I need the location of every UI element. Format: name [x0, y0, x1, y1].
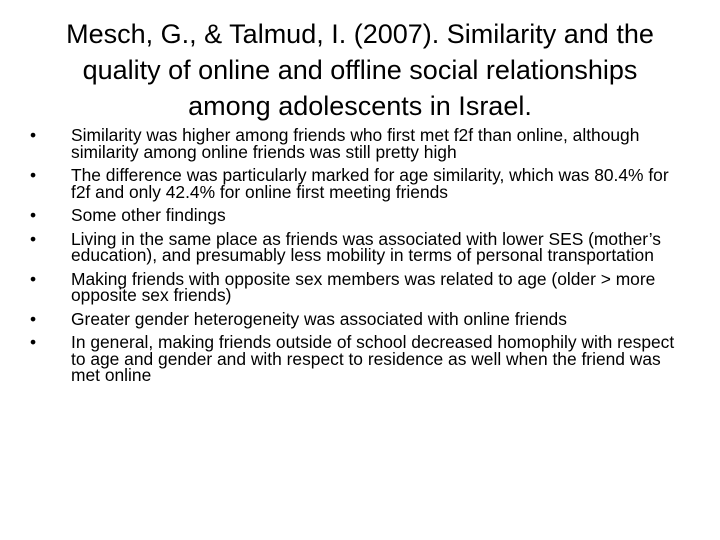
bullet-dot-icon: • — [30, 228, 37, 249]
bullet-item — [30, 334, 690, 384]
title-line: Mesch, G., & Talmud, I. (2007). Similarity and the — [66, 19, 654, 49]
bullet-item — [30, 228, 690, 265]
bullet-text: Some other findings — [71, 205, 226, 225]
bullet-dot-icon: • — [30, 165, 37, 185]
bullet-text: Greater gender heterogeneity was associated with online friends — [71, 308, 567, 329]
bullet-text: Living in the same place as friends was associated with lower SES (mother’s education), and presumably less mobility in terms of personal transportation — [71, 228, 661, 265]
bullet-dot-icon: • — [30, 205, 37, 225]
title-line: quality of online and offline social relationships — [82, 55, 638, 85]
bullet-dot-icon: • — [30, 125, 37, 145]
bullet-item — [30, 268, 690, 305]
bullet-text: Similarity was higher among friends who first met f2f than online, although similarity among online friends was still pretty high — [71, 125, 640, 162]
bullet-item — [30, 127, 690, 160]
bullet-dot-icon: • — [30, 268, 37, 289]
bullet-item — [30, 308, 690, 329]
bullet-text: In general, making friends outside of school decreased homophily with respect to age and gender and with respect to residence as well when the friend was met online — [71, 332, 675, 385]
bullet-text: The difference was particularly marked for age similarity, which was 80.4% for f2f and only 42.4% for online first meeting friends — [71, 165, 669, 202]
bullet-text: Making friends with opposite sex members was related to age (older > more opposite sex friends) — [71, 268, 656, 305]
slide-title — [36, 16, 684, 124]
bullet-item — [30, 167, 690, 200]
bullet-dot-icon: • — [30, 332, 37, 352]
bullet-dot-icon: • — [30, 308, 37, 329]
bullet-list — [30, 127, 690, 391]
bullet-item — [30, 207, 690, 224]
title-line: among adolescents in Israel. — [188, 91, 532, 121]
